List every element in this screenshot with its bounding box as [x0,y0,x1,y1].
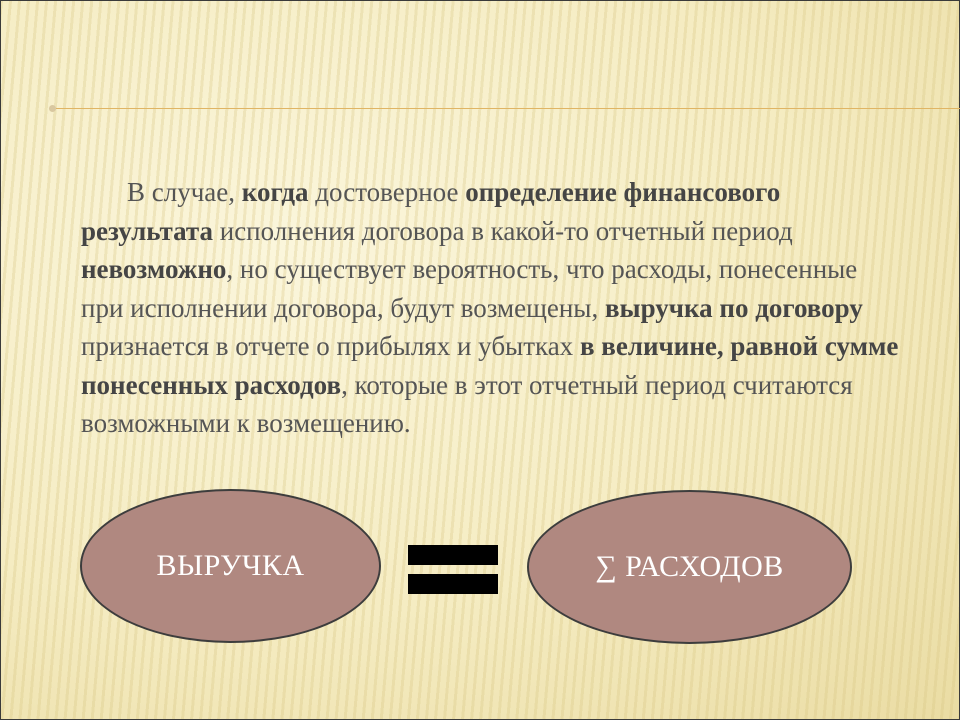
bold-span: определение финансового результата [81,177,781,246]
text-span: признается в отчете о прибылях и убытках [81,331,580,361]
text-span: В случае, [127,177,242,207]
bold-span: в величине, равной сумме понесенных расходов [81,331,899,400]
title-rule-dot [49,105,56,112]
text-span: достоверное [308,177,466,207]
title-rule [56,108,960,109]
bold-span: когда [241,177,309,207]
equals-sign-bottom-bar [408,574,498,594]
revenue-oval [80,489,381,643]
text-span: , которые в этот отчетный период считаются возможными к возмещению. [81,369,853,438]
bold-span: выручка по договору [604,292,863,323]
expenses-sum-oval [527,490,852,644]
expenses-sum-oval-label: ∑ РАСХОДОВ [595,550,784,583]
revenue-oval-label: ВЫРУЧКА [156,549,305,582]
bold-span: невозможно [81,254,227,284]
body-paragraph [81,173,901,443]
text-span: исполнения договора в какой-то отчетный период [213,215,793,246]
text-span: , но существует вероятность, что расходы, понесенные при исполнении договора, будут возмещены, [81,254,858,323]
equals-sign-top-bar [408,545,498,565]
